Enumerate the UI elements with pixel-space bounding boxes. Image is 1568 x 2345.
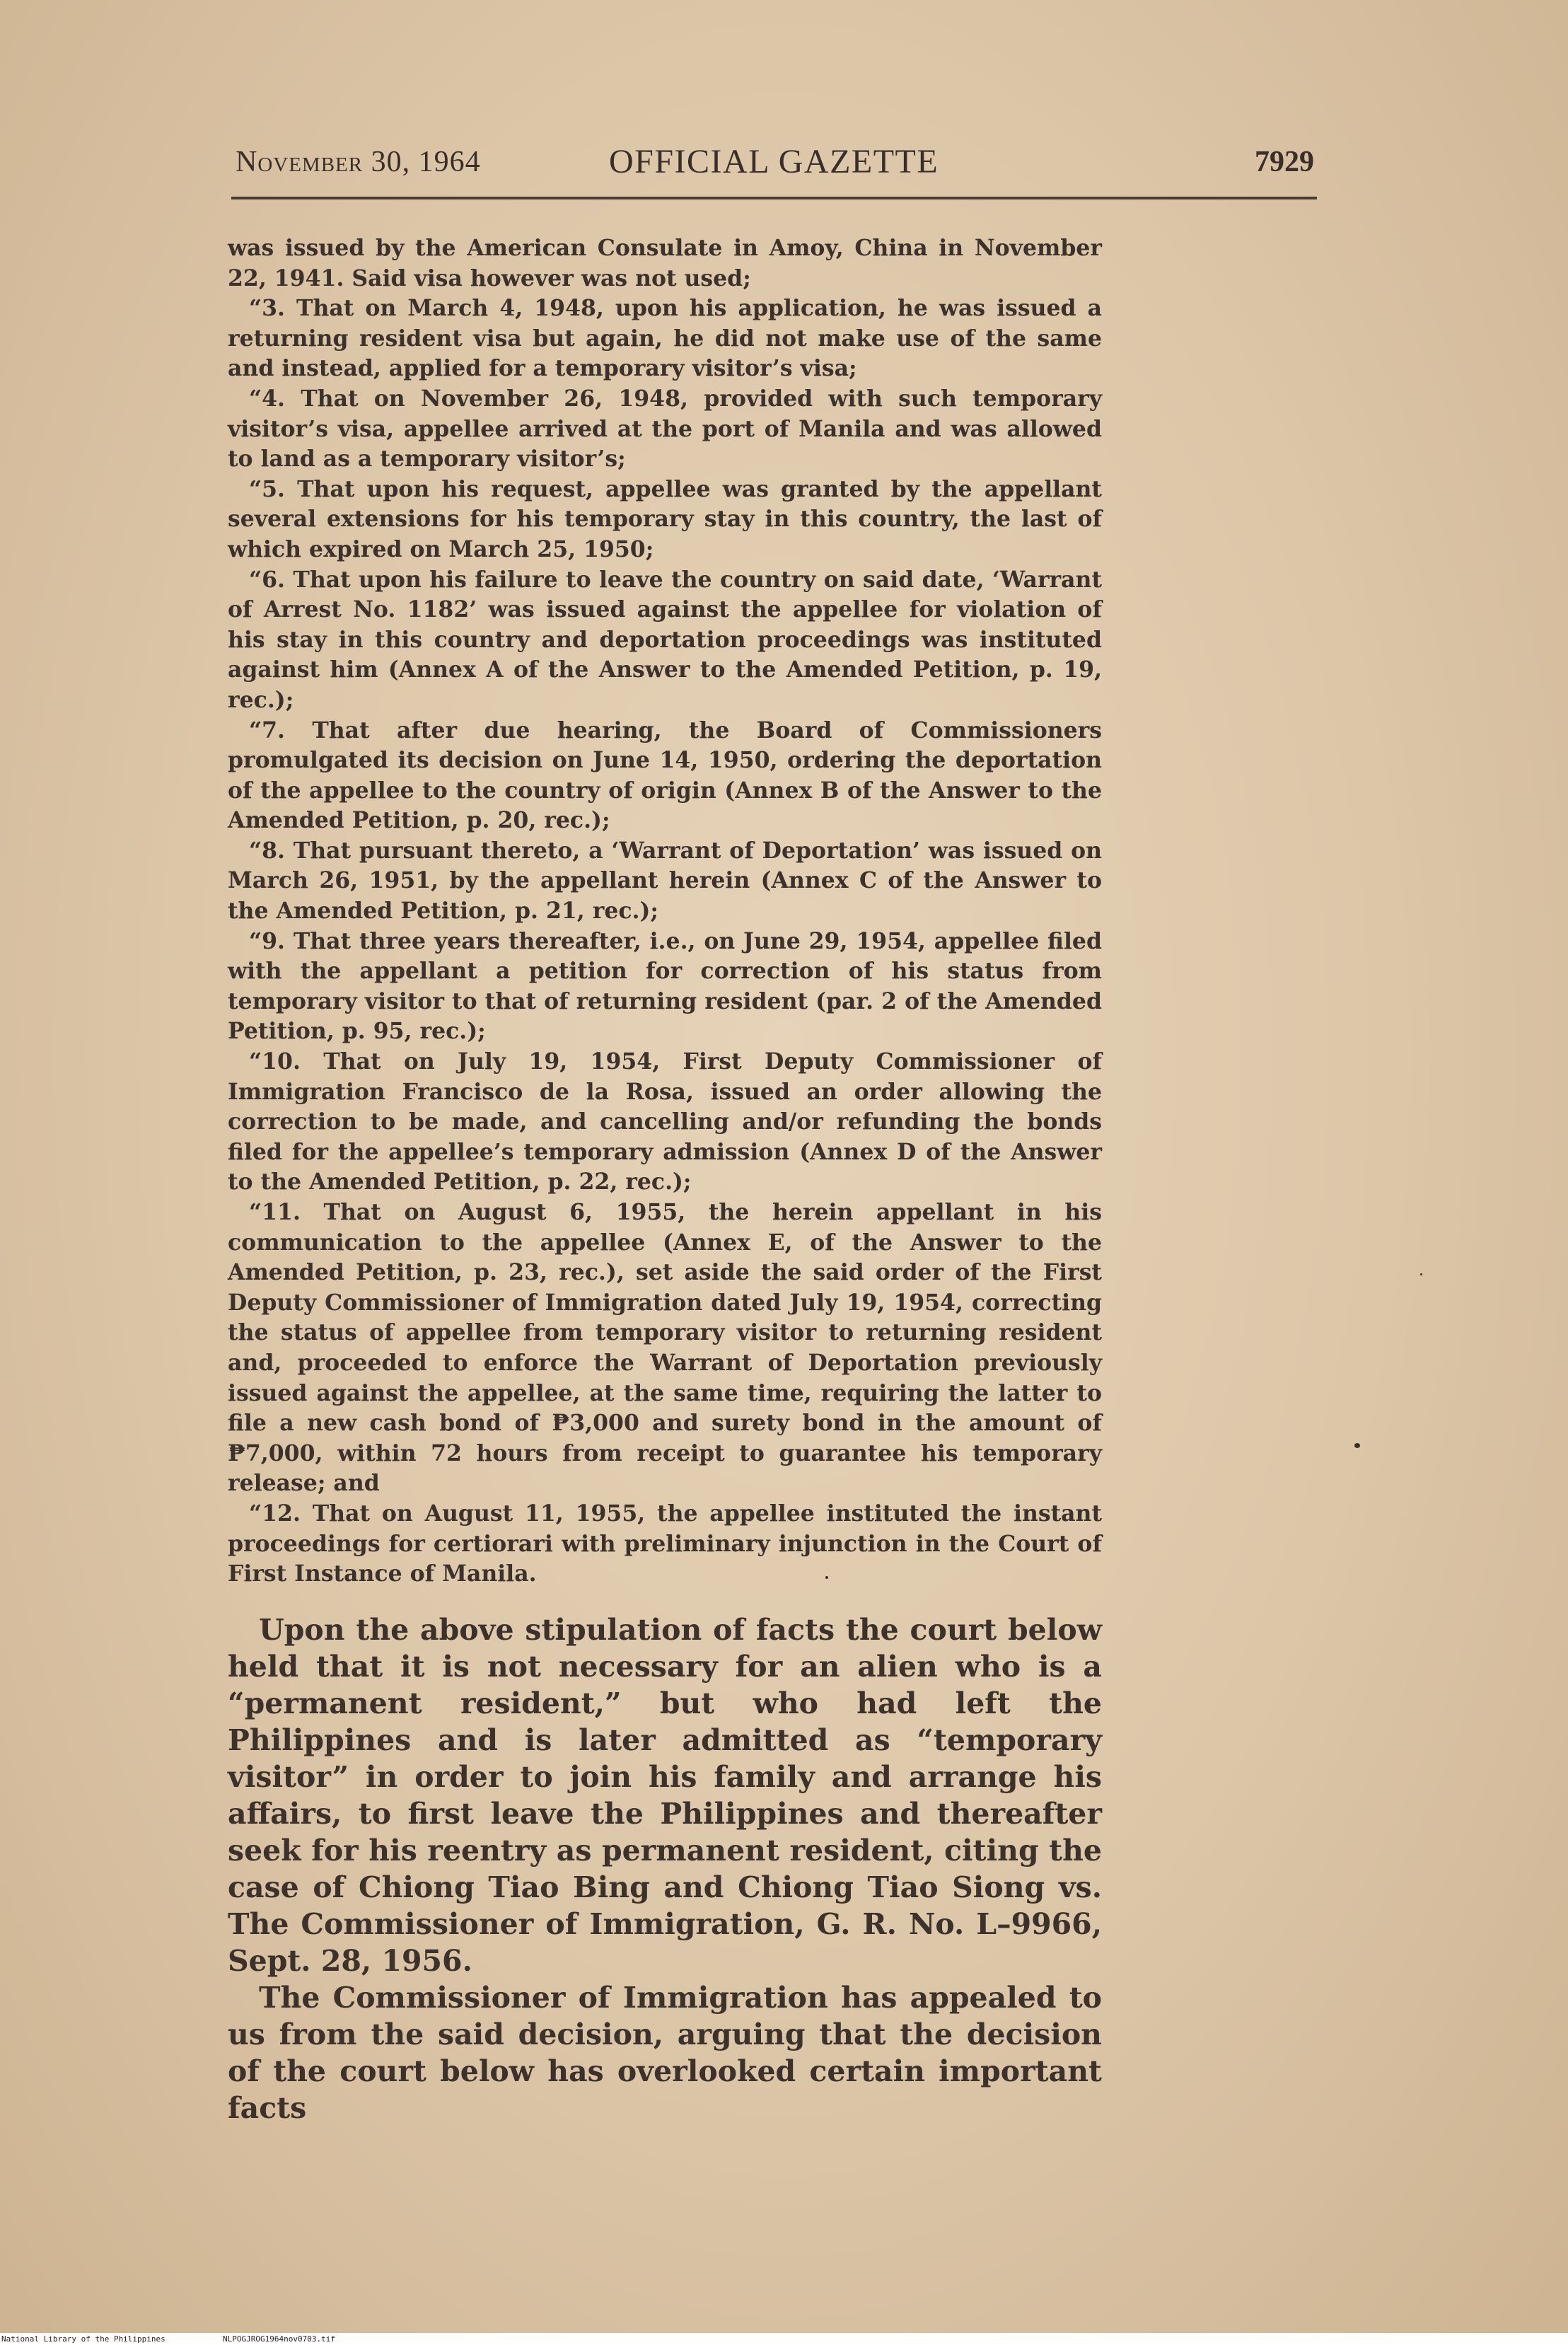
scan-speck — [1420, 1273, 1422, 1275]
stipulation-paragraph: “12. That on August 11, 1955, the appellee instituted the instant proceedings for certiorari with preliminary injunction in the Court of First Instance of Manila. — [228, 1500, 1102, 1587]
issue-date: November 30, 1964 — [236, 146, 481, 178]
library-credit: National Library of the Philippines — [1, 2334, 165, 2344]
body-paragraph: Upon the above stipulation of facts the court below held that it is not necessary for an alien who is a “permanent resident,” but who had left the Philippines and is later admitted as “temporary visitor” in order to join his family and arrange his affairs, to first leave the Philippines and thereafter seek for his reentry as permanent resident, citing the case of Chiong Tiao Bing and Chiong Tiao Siong vs. The Commissioner of Immigration, G. R. No. L–9966, Sept. 28, 1956. — [228, 1613, 1102, 1978]
scan-filename: NLPOGJROG1964nov0703.tif — [223, 2334, 335, 2344]
header-rule — [231, 197, 1317, 199]
stipulation-paragraph: “9. That three years thereafter, i.e., on June 29, 1954, appellee filed with the appellant a petition for correction of his status from temporary visitor to that of returning resident (par. 2 of the Amended Petition, p. 95, rec.); — [228, 927, 1102, 1045]
stipulation-paragraph: “3. That on March 4, 1948, upon his application, he was issued a returning resident visa but again, he did not make use of the same and instead, applied for a temporary visitor’s visa; — [228, 295, 1102, 382]
stipulation-paragraph: “11. That on August 6, 1955, the herein appellant in his communication to the appellee (Annex E, of the Answer to the Amended Petition, p. 23, rec.), set aside the said order of the First Deputy Commissioner of Immigration dated July 19, 1954, correcting the status of appellee from temporary visitor to returning resident and, proceeded to enforce the Warrant of Deportation previously issued against the appellee, at the same time, requiring the latter to file a new cash bond of ₱3,000 and surety bond in the amount of ₱7,000, within 72 hours from receipt to guarantee his temporary release; and — [228, 1199, 1102, 1497]
stipulation-paragraph: “7. That after due hearing, the Board of Commissioners promulgated its decision on June 14, 1950, ordering the deportation of the appellee to the country of origin (Annex B of the Answer to the Amended Petition, p. 20, rec.); — [228, 717, 1102, 834]
stipulation-paragraph: “6. That upon his failure to leave the country on said date, ‘Warrant of Arrest No. 1182’ was issued against the appellee for violation of his stay in this country and deportation proceedings was instituted against him (Annex A of the Answer to the Amended Petition, p. 19, rec.); — [228, 566, 1102, 713]
running-head — [236, 145, 1314, 187]
page-number: 7929 — [1255, 146, 1314, 178]
stipulation-paragraph: “10. That on July 19, 1954, First Deputy Commissioner of Immigration Francisco de la Rosa, issued an order allowing the correction to be made, and cancelling and/or refunding the bonds filed for the appellee’s temporary admission (Annex D of the Answer to the Amended Petition, p. 22, rec.); — [228, 1048, 1102, 1195]
stipulation-paragraph: “5. That upon his request, appellee was granted by the appellant several extensions for his temporary stay in this country, the last of which expired on March 25, 1950; — [228, 475, 1102, 562]
scan-speck — [825, 1576, 828, 1579]
stipulation-paragraph: “4. That on November 26, 1948, provided with such temporary visitor’s visa, appellee arrived at the port of Manila and was allowed to land as a temporary visitor’s; — [228, 385, 1102, 473]
stipulation-paragraph: was issued by the American Consulate in Amoy, China in November 22, 1941. Said visa however was not used; — [228, 235, 1102, 291]
scan-footer — [0, 2333, 1568, 2345]
stipulation-paragraph: “8. That pursuant thereto, a ‘Warrant of Deportation’ was issued on March 26, 1951, by the appellant herein (Annex C of the Answer to the Amended Petition, p. 21, rec.); — [228, 837, 1102, 925]
scan-speck — [1354, 1443, 1360, 1448]
stipulation-of-facts — [228, 233, 1102, 1590]
body-paragraph: The Commissioner of Immigration has appealed to us from the said decision, arguing that the decision of the court below has overlooked certain important facts — [228, 1981, 1102, 2125]
publication-title: OFFICIAL GAZETTE — [609, 143, 939, 180]
opinion-body — [228, 1611, 1102, 2126]
